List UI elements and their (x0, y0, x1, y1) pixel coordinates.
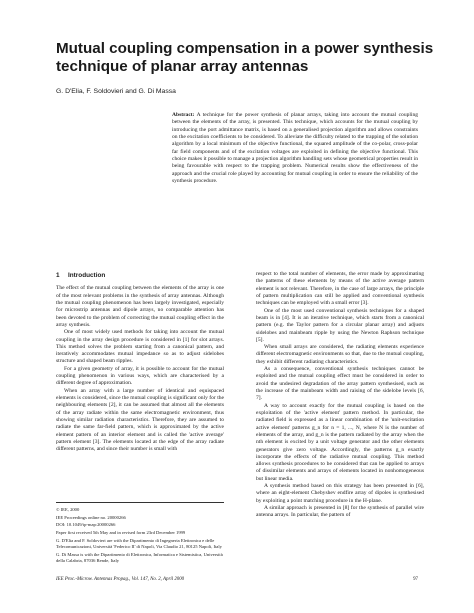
footnote: Paper first received 5th May and in revised form 23rd December 1999 (56, 530, 186, 536)
body-paragraph: A way to account exactly for the mutual coupling is based on the exploitation of the 'active element' pattern method. In particular, the radiated field is expressed as a linear combination of the 'unit-excitation active element' patterns g_n for n = 1, ..., N, where N is the number of elements of the array, and g_n is the pattern radiated by the array when the nth element is excited by a unit voltage generator and the other elements generators give zero voltage. Accordingly, the patterns g_n exactly incorporate the effects of the radiative mutual coupling. This method allows synthesis procedures to be considered that can be applied to arrays of dissimilar elements and arrays of elements located in nonhomogeneous but linear media. (256, 402, 424, 482)
body-paragraph: The effect of the mutual coupling between the elements of the array is one of the most relevant problems in the synthesis of array antennas. Although the mutual coupling phenomenon has been largely investigated, especially for microstrip antennas and dipole arrays, no comparable attention has been devoted to the problem of correcting the mutual coupling effect in the array synthesis. (56, 285, 224, 328)
journal-citation: IEE Proc.-Microw. Antennas Propag., Vol. 147, No. 2, April 2000 (56, 577, 185, 582)
body-paragraph: When an array with a large number of identical and equispaced elements is considered, since the mutual coupling is significant only for the neighbouring elements [2], it can be assumed that almost all the elements of the array radiate within the same electromagnetic environment, thus showing similar radiation characteristics. Therefore, they are assumed to radiate the same far-field pattern, which is approximated by the active element pattern of an interior element and is called the 'active average' pattern element [3]. The elements located at the edge of the array radiate different patterns, and since their number is small with (56, 387, 224, 453)
abstract-label: Abstract: (172, 112, 195, 118)
author-list: G. D'Elia, F. Soldovieri and G. Di Massa (56, 88, 176, 95)
body-paragraph: As a consequence, conventional synthesis techniques cannot be exploited and the mutual coupling effect must be considered in order to avoid the undesired degradation of the array pattern synthesised, such as the increase of the mainbeam width and raising of the sidelobe levels [6, 7]. (256, 366, 424, 402)
right-column (256, 271, 424, 520)
abstract-text: A technique for the power synthesis of planar arrays, taking into account the mutual coupling between the elements of the array, is presented. This technique, which accounts for the mutual coupling by introducing the port admittance matrix, is based on a generalised projection algorithm and allows constraints on the excitation coefficients to be considered. To alleviate the difficulty related to the trapping of the solution algorithm by a local minimum of the objective functional, the squared amplitude of the co-polar, cross-polar far field components and of the excitation voltages are exploited in defining the objective functional. This choice makes it possible to manage a projection algorithm handling sets whose geometrical properties result in being favourable with respect to the trapping problem. Numerical results show the effectiveness of the approach and the crucial role played by accounting for mutual coupling in order to ensure the reliability of the synthesis procedure. (172, 112, 418, 185)
body-paragraph: A synthesis method based on this strategy has been presented in [6], where an eight-element Chebyshev endfire array of dipoles is synthesised by exploiting a point matching procedure in the H-plane. (256, 483, 424, 504)
left-column (56, 272, 224, 454)
footnote: IEE Proceedings online no. 20000266 (56, 514, 126, 520)
footnote: G. Di Massa is with the Dipartimento di Elettronica, Informatica e Sistemistica, Università della Calabria, 87036 Rende, Italy (56, 551, 223, 563)
body-paragraph: One of the most used conventional synthesis techniques for a shaped beam is in [4]. It is an iterative technique, which starts from a canonical pattern (e.g. the Taylor pattern for a circular planar array) and adjusts sidelobes and mainbeam ripple by using the Newton Raphson technique [5]. (256, 307, 424, 343)
body-paragraph: One of most widely used methods for taking into account the mutual coupling in the array design procedure is considered in [1] for slot arrays. This method solves the problem starting from a canonical pattern, and iteratively accommodates mutual impedance so as to adjust sidelobes structure and shaped beam ripples. (56, 329, 224, 365)
body-paragraph: A similar approach is presented in [8] for the synthesis of parallel wire antenna arrays. In particular, the pattern of (256, 505, 424, 519)
section-heading (56, 272, 224, 279)
body-paragraph: For a given geometry of array, it is possible to account for the mutual coupling phenomenon in various ways, which are characterised by a different degree of approximation. (56, 365, 224, 387)
page-number: 97 (413, 577, 418, 582)
section-number: 1 (56, 272, 60, 279)
body-paragraph: When small arrays are considered, the radiating elements experience different electromagnetic environments so that, due to the mutual coupling, they exhibit different radiating characteristics. (256, 344, 424, 365)
footnote: © IEE, 2000 (56, 507, 80, 512)
page-footer (56, 577, 418, 582)
footnote: G. D'Elia and F. Soldovieri are with the Dipartimento di Ingegneria Elettronica e delle Telecomunicazioni, Università 'Federico II' di Napoli, Via Claudio 21, 80125 Napoli, Italy (56, 537, 222, 549)
section-title: Introduction (68, 272, 106, 279)
body-paragraph: respect to the total number of elements, the error made by approximating the patterns of these elements by means of the active average pattern element is not relevant. Therefore, in the case of large arrays, the principle of pattern multiplication can still be applied and conventional synthesis techniques can be employed with a small error [3]. (256, 271, 424, 307)
paper-title: Mutual coupling compensation in a power synthesis technique of planar array antennas (56, 40, 434, 75)
abstract (172, 112, 418, 185)
footnotes (56, 502, 224, 565)
footnote: DOI: 10.1049/ip-map:20000266 (56, 522, 116, 528)
